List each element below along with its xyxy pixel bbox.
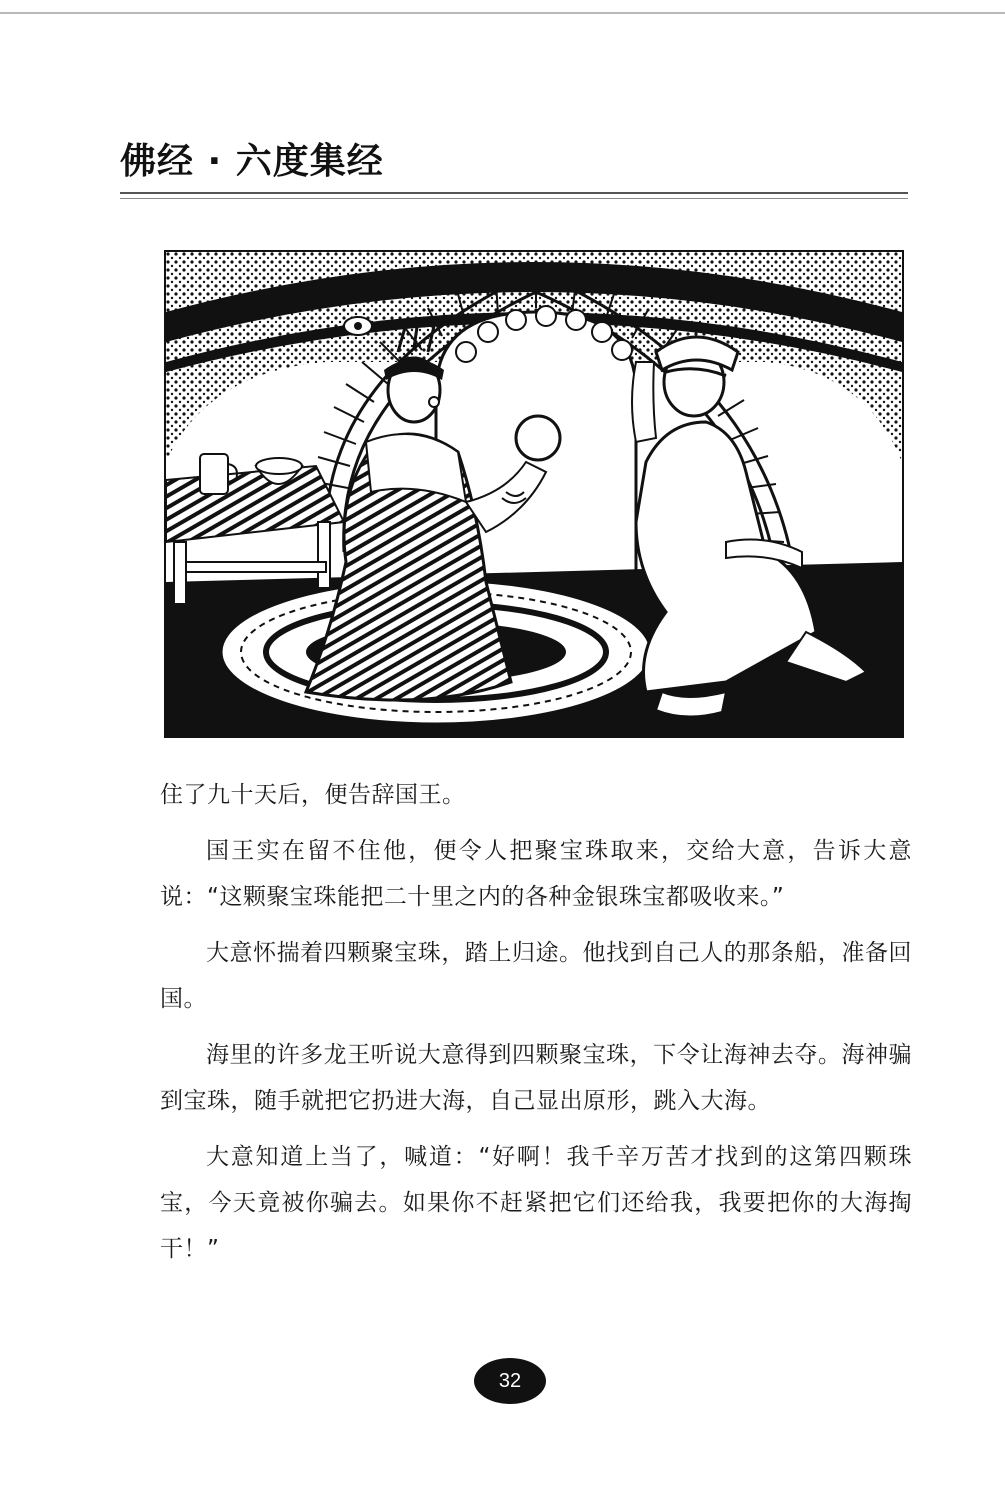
body-text	[160, 772, 912, 1282]
paragraph-3: 大意怀揣着四颗聚宝珠，踏上归途。他找到自己人的那条船，准备回国。	[160, 940, 912, 1012]
illustration-drawing	[166, 252, 902, 736]
header-rule-thick	[120, 192, 908, 194]
paragraph-4: 海里的许多龙王听说大意得到四颗聚宝珠，下令让海神去夺。海神骗到宝珠，随手就把它扔进大海，自己显出原形，跳入大海。	[160, 1042, 912, 1114]
page-number-text: 32	[498, 1369, 522, 1392]
top-border-line	[0, 12, 1005, 14]
header-rule-thin	[120, 198, 908, 199]
illustration-king-gives-pearl	[164, 250, 904, 738]
page-header-title: 佛经 · 六度集经	[120, 141, 384, 182]
paragraph-5: 大意知道上当了，喊道：“好啊！我千辛万苦才找到的这第四颗珠宝，今天竟被你骗去。如果你不赶紧把它们还给我，我要把你的大海掏干！”	[160, 1144, 912, 1262]
page-number-badge	[474, 1358, 546, 1404]
paragraph-2: 国王实在留不住他，便令人把聚宝珠取来，交给大意，告诉大意说：“这颗聚宝珠能把二十里之内的各种金银珠宝都吸收来。”	[160, 838, 912, 910]
paragraph-1: 住了九十天后，便告辞国王。	[160, 782, 466, 808]
